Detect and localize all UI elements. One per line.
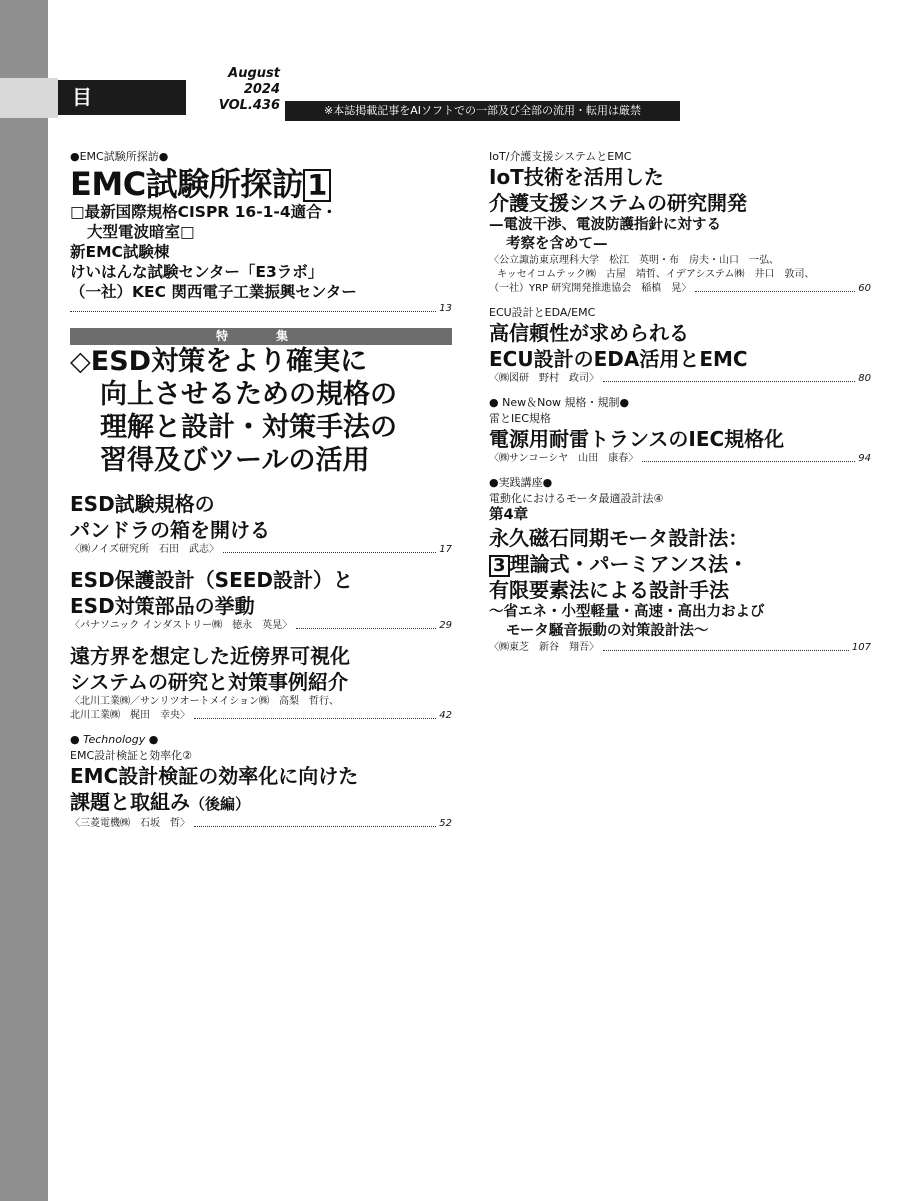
article-title-line: システムの研究と対策事例紹介 <box>70 670 348 694</box>
iot-author-line <box>489 268 871 282</box>
article-title-line: ESD対策部品の挙動 <box>70 594 255 618</box>
article-entry[interactable] <box>70 643 452 723</box>
article-author-line <box>70 619 452 633</box>
newnow-author: 〈㈱サンコーシヤ 山田 康春〉 <box>489 453 639 464</box>
article-title-line: 遠方界を想定した近傍界可視化 <box>70 644 350 668</box>
iot-author-line <box>489 282 871 296</box>
tech-title-line: EMC設計検証の効率化に向けた <box>70 764 359 788</box>
newnow-title: 電源用耐雷トランスのIEC規格化 <box>489 427 785 451</box>
leader-dots <box>603 381 855 382</box>
side-margin-bar <box>0 0 48 1201</box>
iot-entry[interactable] <box>489 150 871 296</box>
article-title-line: パンドラの箱を開ける <box>70 518 270 542</box>
ecu-author-line <box>489 372 871 386</box>
ecu-author: 〈㈱図研 野村 政司〉 <box>489 373 599 384</box>
iot-author: （一社）YRP 研究開発推進協会 稲槙 晃〉 <box>489 283 692 294</box>
article-page: 42 <box>439 710 452 721</box>
ecu-entry[interactable] <box>489 306 871 386</box>
tech-entry[interactable] <box>70 733 452 831</box>
tech-title-suffix: （後編） <box>190 795 251 813</box>
leader-dots <box>695 291 855 292</box>
lab-page: 13 <box>439 303 452 314</box>
ecu-title-line: ECU設計のEDA活用とEMC <box>489 347 748 371</box>
iot-sub-line: —電波干渉、電波防護指針に対する <box>489 217 721 233</box>
tab-band <box>0 78 58 118</box>
article-title-line: ESD試験規格の <box>70 492 215 516</box>
article-author-line <box>70 695 452 709</box>
leader-dots <box>194 826 436 827</box>
left-column <box>70 150 452 831</box>
newnow-entry[interactable] <box>489 396 871 466</box>
feature-title-line: 向上させるための規格の <box>100 379 397 410</box>
iot-sub-line: 考察を含めて— <box>506 236 608 252</box>
iot-page: 60 <box>858 283 871 294</box>
copyright-notice: ※本誌掲載記事をAIソフトでの一部及び全部の流用・転用は厳禁 <box>285 101 680 121</box>
article-page: 17 <box>439 544 452 555</box>
newnow-label: 雷とIEC規格 <box>489 412 551 425</box>
newnow-section-label: ● New＆Now 規格・規制● <box>489 396 630 409</box>
tech-title-line <box>70 789 452 817</box>
contents-title: 目 次 <box>58 80 186 115</box>
lab-sub-3: 新EMC試験棟 <box>70 243 170 261</box>
article-author-line <box>70 709 452 723</box>
practice-page: 107 <box>851 642 871 653</box>
practice-title-line <box>489 551 871 577</box>
iot-author: 〈公立諏訪東京理科大学 松江 英明・布 房夫・山口 一弘、 <box>489 255 779 266</box>
practice-title-line: 永久磁石同期モータ設計法： <box>489 526 749 550</box>
iot-author-line <box>489 254 871 268</box>
iot-author: キッセイコムテック㈱ 古屋 靖哲、イデアシステム㈱ 井口 敦司、 <box>497 269 815 280</box>
iot-title-line: IoT技術を活用した <box>489 165 664 189</box>
feature-title-line: 理解と設計・対策手法の <box>100 412 397 443</box>
practice-author: 〈㈱東芝 新谷 翔吾〉 <box>489 642 599 653</box>
practice-sub-line: モータ騒音振動の対策設計法～ <box>506 623 709 639</box>
issue-month: August <box>228 66 280 81</box>
article-page: 29 <box>439 620 452 631</box>
issue-volume: VOL.436 <box>218 98 280 113</box>
tech-page: 52 <box>439 818 452 829</box>
iot-label: IoT/介護支援システムとEMC <box>489 150 632 163</box>
ecu-label: ECU設計とEDA/EMC <box>489 306 596 319</box>
newnow-author-line <box>489 452 871 466</box>
article-title-line: ESD保護設計（SEED設計）と <box>70 568 353 592</box>
article-entry[interactable] <box>70 491 452 557</box>
lab-sub-5: （一社）KEC 関西電子工業振興センター <box>70 283 357 301</box>
lab-section-label: ●EMC試験所探訪● <box>70 150 169 163</box>
lab-title <box>70 166 452 202</box>
article-author: 〈北川工業㈱／サンリツオートメイション㈱ 高梨 哲行、 <box>70 696 339 707</box>
tech-title-text: 課題と取組み <box>70 790 190 814</box>
ecu-title-line: 高信頼性が求められる <box>489 321 689 345</box>
lab-number: 1 <box>303 169 331 202</box>
tech-series-label: EMC設計検証と効率化② <box>70 749 192 762</box>
newnow-page: 94 <box>858 453 871 464</box>
tech-author-line <box>70 817 452 831</box>
leader-dots <box>194 718 436 719</box>
leader-dots <box>223 552 436 553</box>
lab-sub-2: 大型電波暗室□ <box>87 223 195 241</box>
feature-title <box>70 345 452 477</box>
practice-author-line <box>489 641 871 655</box>
feature-title-line: 習得及びツールの活用 <box>100 445 370 476</box>
practice-entry[interactable] <box>489 476 871 655</box>
lab-page-line[interactable] <box>70 302 452 316</box>
practice-title-text: 理論式・パーミアンス法・ <box>509 552 749 576</box>
practice-number: 3 <box>489 555 510 577</box>
right-column <box>489 150 871 655</box>
practice-title-line: 有限要素法による設計手法 <box>489 578 729 602</box>
lab-sub-1: □最新国際規格CISPR 16-1-4適合・ <box>70 203 338 221</box>
article-entry[interactable] <box>70 567 452 633</box>
feature-label: 特 集 <box>70 328 452 345</box>
article-author: 〈パナソニック インダストリー㈱ 徳永 英晃〉 <box>70 620 293 631</box>
feature-title-line: ◇ESD対策をより確実に <box>70 346 368 377</box>
issue-year: 2024 <box>243 82 280 97</box>
leader-dots <box>642 461 855 462</box>
leader-dots <box>296 628 436 629</box>
iot-title-line: 介護支援システムの研究開発 <box>489 191 747 215</box>
practice-sub-line: ～省エネ・小型軽量・高速・高出力および <box>489 604 765 620</box>
practice-chapter: 第4章 <box>489 507 529 523</box>
tech-author: 〈三菱電機㈱ 石坂 哲〉 <box>70 818 190 829</box>
practice-series-label: 電動化におけるモータ最適設計法④ <box>489 492 664 505</box>
lab-sub-4: けいはんな試験センター「E3ラボ」 <box>70 263 324 281</box>
leader-dots <box>603 650 849 651</box>
tech-section-label: ● Technology ● <box>70 733 159 746</box>
practice-section-label: ●実践講座● <box>489 476 553 489</box>
article-author-line <box>70 543 452 557</box>
article-author: 北川工業㈱ 梶田 幸央〉 <box>70 710 190 721</box>
lab-title-text: EMC試験所探訪 <box>70 165 304 203</box>
leader-dots <box>70 311 436 312</box>
issue-info <box>190 66 280 114</box>
article-author: 〈㈱ノイズ研究所 石田 武志〉 <box>70 544 219 555</box>
ecu-page: 80 <box>858 373 871 384</box>
